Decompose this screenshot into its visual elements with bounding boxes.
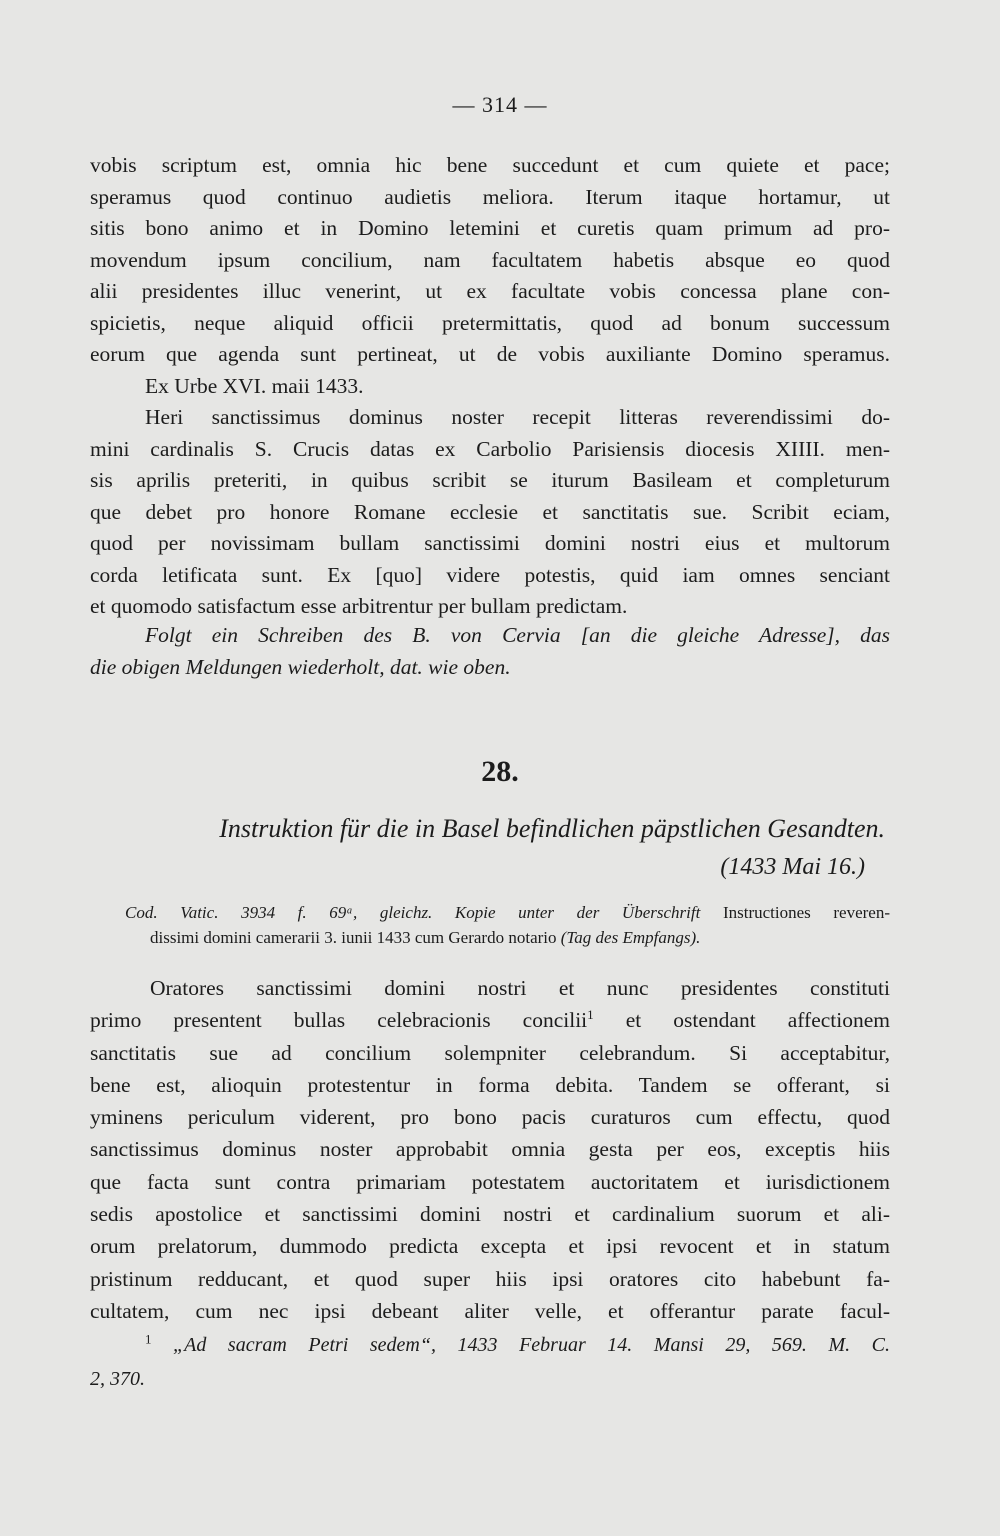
- text-fragment: et ostendant affectionem: [625, 1008, 891, 1033]
- text-line: cultatem, cum nec ipsi debeant aliter velle, et offerantur parate facul-: [90, 1298, 890, 1323]
- document-title: Instruktion für die in Basel befindlichen päpstlichen Gesandten.: [219, 814, 885, 843]
- footnote-ref: 1: [587, 1007, 594, 1023]
- text-line: Heri sanctissimus dominus noster recepit litteras reverendissimi do-: [145, 405, 890, 429]
- text-line: quod per novissimam bullam sanctissimi domini nostri eius et multorum: [90, 531, 890, 555]
- source-italic: (Tag des Empfangs).: [560, 928, 701, 947]
- instruction-text: [90, 972, 890, 1327]
- footnote-text: „Ad sacram Petri sedem“, 1433 Februar 14. Mansi 29, 569. M. C.: [173, 1334, 890, 1356]
- footnote-line: [90, 1328, 890, 1362]
- footnote-marker: 1: [145, 1331, 152, 1347]
- text-line: orum prelatorum, dummodo predicta excepta et ipsi revocent et in statum: [90, 1234, 890, 1259]
- document-number: 28.: [481, 755, 519, 788]
- text-line: mini cardinalis S. Crucis datas ex Carbolio Parisiensis diocesis XIIII. men-: [90, 436, 890, 461]
- text-line: sedis apostolice et sanctissimi domini nostri et cardinalium suorum et ali-: [90, 1202, 890, 1227]
- text-line: que debet pro honore Romane ecclesie et sanctitatis sue. Scribit eciam,: [90, 499, 890, 524]
- source-roman: Instructiones reveren-: [722, 903, 891, 922]
- text-line: speramus quod continuo audietis meliora. Iterum itaque hortamur, ut: [90, 184, 890, 209]
- text-line: sanctissimus dominus noster approbabit omnia gesta per eos, exceptis hiis: [90, 1137, 890, 1162]
- source-line: [125, 925, 890, 950]
- text-fragment: primo presentent bullas celebracionis concilii: [90, 1008, 588, 1033]
- text-line: bene est, alioquin protestentur in forma debita. Tandem se offerant, si: [90, 1072, 890, 1097]
- text-line: yminens periculum viderent, pro bono pacis curaturos cum effectu, quod: [90, 1105, 890, 1130]
- text-line: [90, 1004, 890, 1036]
- text-line: sanctitatis sue ad concilium solempniter celebrandum. Si acceptabitur,: [90, 1040, 890, 1065]
- source-roman: dissimi domini camerarii 3. iunii 1433 cum Gerardo notario: [150, 928, 557, 947]
- dateline: Ex Urbe XVI. maii 1433.: [145, 373, 364, 398]
- source-italic: Cod. Vatic. 3934 f. 69ᵃ, gleichz. Kopie unter der Überschrift: [125, 903, 701, 922]
- text-line: vobis scriptum est, omnia hic bene succedunt et cum quiete et pace;: [90, 153, 890, 177]
- text-line: pristinum redducant, et quod super hiis ipsi oratores cito habebunt fa-: [90, 1266, 890, 1291]
- text-line: alii presidentes illuc venerint, ut ex facultate vobis concessa plane con-: [90, 279, 890, 303]
- footnote-line: 2, 370.: [90, 1368, 145, 1390]
- page-number: — 314 —: [452, 92, 548, 117]
- text-line: sis aprilis preteriti, in quibus scribit se iturum Basileam et completurum: [90, 468, 890, 492]
- note-line: die obigen Meldungen wiederholt, dat. wie oben.: [90, 654, 511, 679]
- letter-text: [90, 150, 890, 623]
- source-line: [125, 900, 890, 925]
- note-line: Folgt ein Schreiben des B. von Cervia [an die gleiche Adresse], das: [145, 623, 890, 647]
- text-line: corda letificata sunt. Ex [quo] videre potestis, quid iam omnes senciant: [90, 562, 890, 587]
- source-note: [125, 900, 890, 950]
- text-line: et quomodo satisfactum esse arbitrentur per bullam predictam.: [90, 594, 628, 618]
- text-line: movendum ipsum concilium, nam facultatem habetis absque eo quod: [90, 247, 890, 272]
- document-date: (1433 Mai 16.): [720, 854, 865, 880]
- text-line: spicietis, neque aliquid officii pretermittatis, quod ad bonum successum: [90, 310, 890, 335]
- footnote: [90, 1328, 890, 1396]
- text-line: que facta sunt contra primariam potestatem auctoritatem et iurisdictionem: [90, 1169, 890, 1194]
- text-line: sitis bono animo et in Domino letemini et curetis quam primum ad pro-: [90, 216, 890, 240]
- text-line: Oratores sanctissimi domini nostri et nunc presidentes constituti: [150, 976, 890, 1000]
- text-line: eorum que agenda sunt pertineat, ut de vobis auxiliante Domino speramus.: [90, 342, 890, 366]
- editorial-note: [90, 620, 890, 683]
